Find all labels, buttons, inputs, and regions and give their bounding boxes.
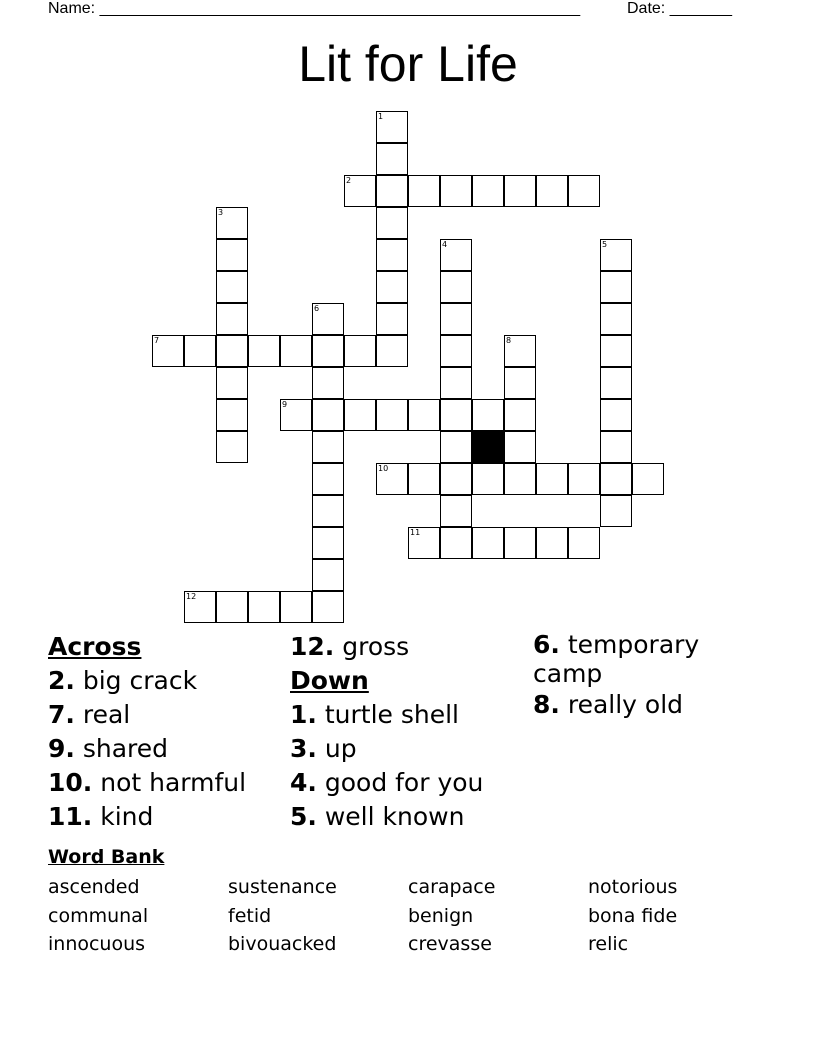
clue-number: 4 — [442, 240, 448, 249]
crossword-cell[interactable] — [152, 335, 184, 367]
clue-column-3 — [533, 630, 733, 722]
crossword-cell[interactable] — [376, 143, 408, 175]
word-bank-item: benign — [408, 904, 474, 927]
crossword-cell[interactable] — [376, 303, 408, 335]
clue-number: 9 — [282, 400, 288, 409]
crossword-cell[interactable] — [376, 111, 408, 143]
crossword-cell[interactable] — [600, 367, 632, 399]
clue-number: 5 — [602, 240, 608, 249]
crossword-cell[interactable] — [504, 463, 536, 495]
crossword-cell[interactable] — [216, 303, 248, 335]
crossword-cell[interactable] — [472, 527, 504, 559]
crossword-cell[interactable] — [568, 463, 600, 495]
down-heading: Down — [290, 666, 369, 695]
crossword-cell[interactable] — [216, 335, 248, 367]
crossword-cell[interactable] — [408, 463, 440, 495]
crossword-cell[interactable] — [344, 399, 376, 431]
crossword-cell[interactable] — [312, 527, 344, 559]
date-field: Date: _______ — [627, 0, 732, 17]
crossword-cell[interactable] — [440, 335, 472, 367]
clue-down-8: 8. really old — [533, 690, 684, 719]
crossword-cell[interactable] — [312, 303, 344, 335]
word-bank — [48, 873, 768, 959]
clue-number: 8 — [506, 336, 512, 345]
crossword-cell[interactable] — [408, 175, 440, 207]
clue-number: 3 — [218, 208, 224, 217]
crossword-cell[interactable] — [216, 271, 248, 303]
crossword-cell[interactable] — [312, 591, 344, 623]
crossword-cell[interactable] — [216, 399, 248, 431]
clue-number: 12 — [186, 592, 197, 601]
crossword-cell[interactable] — [216, 431, 248, 463]
crossword-cell[interactable] — [248, 591, 280, 623]
across-heading: Across — [48, 632, 142, 661]
crossword-cell[interactable] — [600, 239, 632, 271]
crossword-cell[interactable] — [600, 463, 632, 495]
crossword-cell[interactable] — [440, 399, 472, 431]
crossword-cell[interactable] — [472, 399, 504, 431]
clue-number: 6 — [314, 304, 320, 313]
word-bank-item: innocuous — [48, 933, 146, 955]
crossword-cell[interactable] — [312, 463, 344, 495]
clue-across-7: 7. real — [48, 700, 131, 729]
clue-column-2 — [290, 630, 483, 834]
word-bank-item: bona fide — [588, 904, 678, 927]
crossword-cell[interactable] — [312, 399, 344, 431]
crossword-cell[interactable] — [600, 495, 632, 527]
clue-down-5: 5. well known — [290, 802, 465, 831]
crossword-cell[interactable] — [376, 335, 408, 367]
clue-number: 7 — [154, 336, 160, 345]
crossword-cell[interactable] — [280, 591, 312, 623]
crossword-cell[interactable] — [568, 175, 600, 207]
crossword-cell[interactable] — [504, 335, 536, 367]
crossword-cell[interactable] — [344, 335, 376, 367]
crossword-cell[interactable] — [504, 431, 536, 463]
clue-number: 11 — [410, 528, 421, 537]
crossword-cell[interactable] — [376, 463, 408, 495]
crossword-cell[interactable] — [600, 399, 632, 431]
crossword-cell[interactable] — [312, 495, 344, 527]
name-field: Name: ______________________________________________________ — [48, 0, 581, 17]
crossword-cell[interactable] — [536, 175, 568, 207]
word-bank-item: communal — [48, 904, 149, 927]
crossword-cell[interactable] — [376, 271, 408, 303]
word-bank-title: Word Bank — [48, 846, 165, 868]
crossword-cell[interactable] — [536, 463, 568, 495]
crossword-cell[interactable] — [376, 239, 408, 271]
crossword-cell[interactable] — [248, 335, 280, 367]
crossword-cell[interactable] — [312, 367, 344, 399]
crossword-cell[interactable] — [504, 527, 536, 559]
clue-number: 1 — [378, 112, 384, 121]
word-bank-item: relic — [588, 933, 629, 955]
clue-across-2: 2. big crack — [48, 666, 198, 695]
word-bank-item: notorious — [588, 876, 678, 898]
crossword-cell[interactable] — [216, 207, 248, 239]
clue-down-3: 3. up — [290, 734, 357, 763]
crossword-cell[interactable] — [312, 559, 344, 591]
crossword-cell[interactable] — [440, 431, 472, 463]
crossword-cell[interactable] — [440, 495, 472, 527]
word-bank-item: fetid — [228, 904, 272, 927]
crossword-cell[interactable] — [216, 591, 248, 623]
clue-down-1: 1. turtle shell — [290, 700, 460, 729]
word-bank-item: crevasse — [408, 933, 492, 955]
word-bank-item: ascended — [48, 876, 140, 898]
crossword-cell[interactable] — [440, 239, 472, 271]
crossword-cell[interactable] — [280, 399, 312, 431]
crossword-cell[interactable] — [408, 399, 440, 431]
crossword-cell[interactable] — [472, 175, 504, 207]
crossword-cell[interactable] — [376, 399, 408, 431]
clue-down-6: 6. temporary camp — [533, 630, 700, 688]
crossword-cell[interactable] — [408, 527, 440, 559]
crossword-cell[interactable] — [472, 463, 504, 495]
crossword-cell[interactable] — [344, 175, 376, 207]
crossword-cell[interactable] — [440, 303, 472, 335]
clue-across-12: 12. gross — [290, 632, 410, 661]
crossword-cell[interactable] — [440, 367, 472, 399]
crossword-cell[interactable] — [312, 431, 344, 463]
word-bank-item: sustenance — [228, 876, 337, 898]
crossword-cell[interactable] — [504, 367, 536, 399]
crossword-cell[interactable] — [376, 175, 408, 207]
crossword-cell[interactable] — [600, 431, 632, 463]
crossword-cell[interactable] — [600, 271, 632, 303]
crossword-cell[interactable] — [504, 399, 536, 431]
crossword-cell[interactable] — [600, 335, 632, 367]
crossword-cell[interactable] — [184, 335, 216, 367]
crossword-cell[interactable] — [440, 463, 472, 495]
crossword-cell[interactable] — [440, 175, 472, 207]
word-bank-item: bivouacked — [228, 933, 337, 955]
crossword-cell[interactable] — [312, 335, 344, 367]
crossword-cell[interactable] — [280, 335, 312, 367]
clue-across-10: 10. not harmful — [48, 768, 247, 797]
crossword-cell[interactable] — [536, 527, 568, 559]
word-bank-item: carapace — [408, 876, 496, 898]
clue-across-11: 11. kind — [48, 802, 154, 831]
crossword-block — [472, 431, 504, 463]
crossword-cell[interactable] — [376, 207, 408, 239]
clue-across-9: 9. shared — [48, 734, 169, 763]
clue-number: 2 — [346, 176, 352, 185]
page-title: Lit for Life — [298, 36, 518, 92]
crossword-cell[interactable] — [504, 175, 536, 207]
crossword-cell[interactable] — [440, 527, 472, 559]
clue-number: 10 — [378, 464, 389, 473]
crossword-cell[interactable] — [440, 271, 472, 303]
crossword-cell[interactable] — [600, 303, 632, 335]
clue-column-1 — [48, 630, 246, 834]
crossword-cell[interactable] — [216, 367, 248, 399]
crossword-cell[interactable] — [184, 591, 216, 623]
crossword-cell[interactable] — [216, 239, 248, 271]
crossword-cell[interactable] — [632, 463, 664, 495]
clue-down-4: 4. good for you — [290, 768, 484, 797]
crossword-cell[interactable] — [568, 527, 600, 559]
